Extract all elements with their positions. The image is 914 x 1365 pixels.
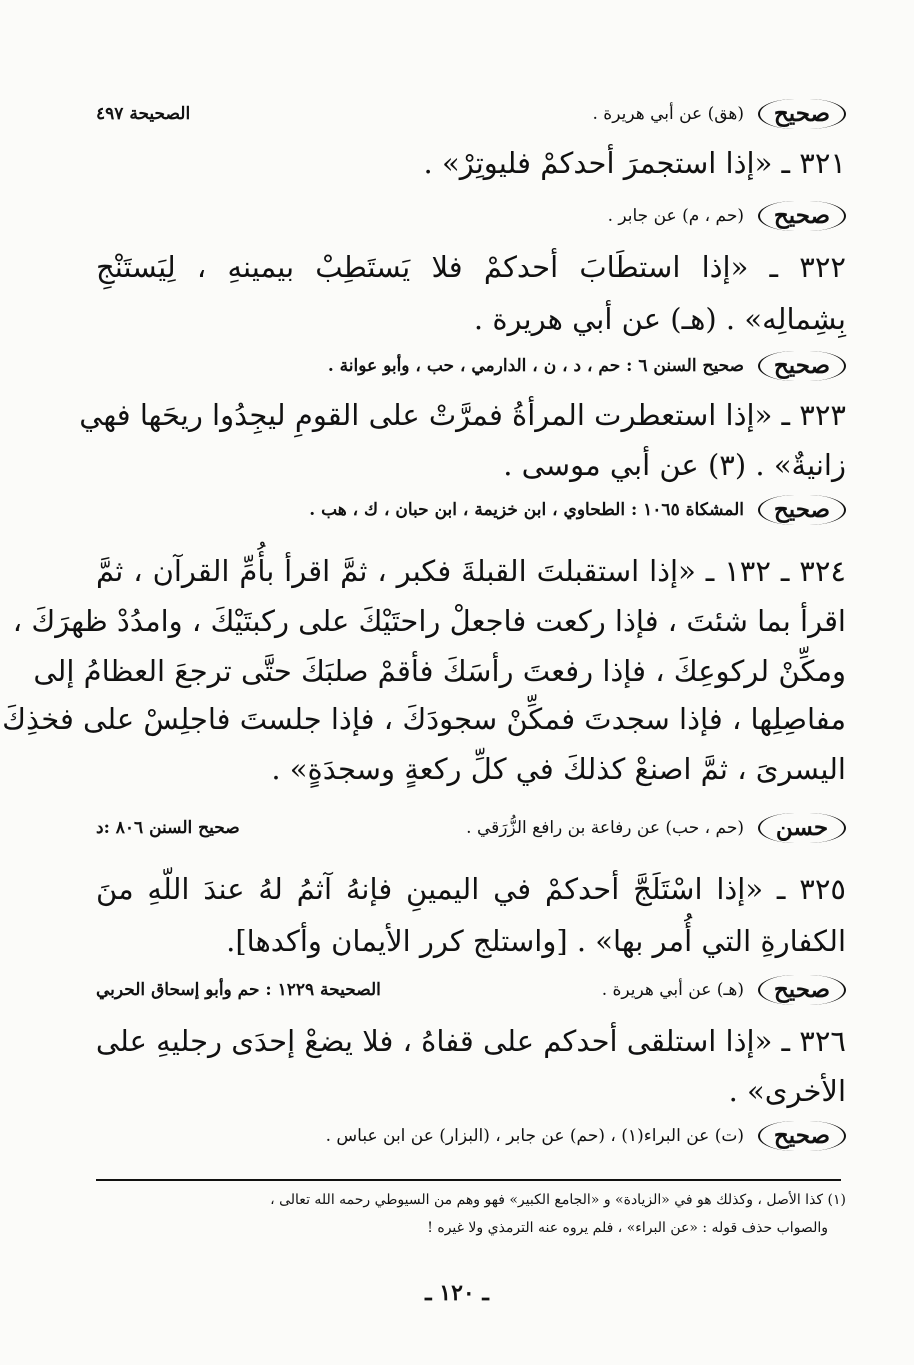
grade-badge: صحيح <box>758 201 846 231</box>
grade-badge: صحيح <box>758 351 846 381</box>
grade-line <box>96 1116 846 1156</box>
grade-line <box>96 970 846 1010</box>
grade-badge: صحيح <box>758 975 846 1005</box>
hadith-line: بِشِمالِه» . (هـ) عن أبي هريرة . <box>473 302 846 336</box>
grade-badge: صحيح <box>758 1121 846 1151</box>
footnote-line: والصواب حذف قوله : «عن البراء» ، فلم يروه عنه الترمذي ولا غيره ! <box>427 1220 828 1236</box>
page-number: ـ ١٢٠ ـ <box>425 1280 489 1306</box>
grade-badge: حسن <box>758 813 846 843</box>
source-text: صحيح السنن ٦ : حم ، د ، ن ، الدارمي ، حب ، وأبو عوانة . <box>327 356 744 376</box>
source-text: (حم ، حب) عن رفاعة بن رافع الزُّرَقي . <box>466 818 744 838</box>
source-text: (هـ) عن أبي هريرة . <box>601 980 744 1000</box>
hadith-line: اليسرىَ ، ثمَّ اصنعْ كذلكَ في كلِّ ركعةٍ وسجدَةٍ» . <box>271 752 846 786</box>
grade-line <box>96 346 846 386</box>
hadith-line: ٣٢٤ ـ ١٣٢ ـ «إذا استقبلتَ القبلةَ فكبر ، ثمَّ اقرأ بأُمِّ القرآن ، ثمَّ <box>96 554 847 588</box>
grade-line <box>96 808 846 848</box>
hadith-line: زانيةٌ» . (٣) عن أبي موسى . <box>503 448 846 482</box>
page-header <box>96 94 846 134</box>
source-text: (ت) عن البراء(١) ، (حم) عن جابر ، (البزار) عن ابن عباس . <box>325 1126 744 1146</box>
hadith-line: ٣٢٢ ـ «إذا استطَابَ أحدكمْ فلا يَستَطِبْ بيمينهِ ، لِيَستَنْجِ <box>96 250 846 284</box>
hadith-line: الكفارةِ التي أُمر بها» . [واستلج كرر الأيمان وأكدها]. <box>226 924 846 958</box>
reference-text: صحيح السنن ٨٠٦ :د <box>96 818 240 838</box>
reference-text: الصحيحة ١٢٢٩ : حم وأبو إسحاق الحربي <box>96 980 381 1000</box>
reference-text: الصحيحة ٤٩٧ <box>96 104 191 124</box>
source-text: (حم ، م) عن جابر . <box>607 206 744 226</box>
hadith-line: ٣٢٥ ـ «إذا اسْتَلَجَّ أحدكمْ في اليمينِ فإنهُ آثمُ لهُ عندَ اللّهِ منَ <box>96 872 846 906</box>
grade-badge: صحيح <box>758 495 846 525</box>
footnote-divider <box>96 1179 841 1181</box>
hadith-line: مفاصِلِها ، فإذا سجدتَ فمكِّنْ سجودَكَ ، فإذا جلستَ فاجلِسْ على فخذِكَ <box>2 702 846 736</box>
hadith-line: ٣٢١ ـ «إذا استجمرَ أحدكمْ فليوتِرْ» . <box>423 146 846 180</box>
source-text: المشكاة ١٠٦٥ : الطحاوي ، ابن خزيمة ، ابن حبان ، ك ، هب . <box>309 500 744 520</box>
source-text: (هق) عن أبي هريرة . <box>592 104 744 124</box>
hadith-line: ٣٢٦ ـ «إذا استلقى أحدكم على قفاهُ ، فلا يضعْ إحدَى رجليهِ على <box>95 1024 846 1058</box>
hadith-line: ٣٢٣ ـ «إذا استعطرت المرأةُ فمرَّتْ على القومِ ليجِدُوا ريحَها فهي <box>79 398 846 432</box>
grade-line <box>96 196 846 236</box>
hadith-line: اقرأ بما شئتَ ، فإذا ركعت فاجعلْ راحتَيْكَ على ركبتَيْكَ ، وامدُدْ ظهرَكَ ، <box>12 604 846 638</box>
grade-line <box>96 490 846 530</box>
hadith-line: الأخرى» . <box>728 1074 846 1108</box>
footnote-line: (١) كذا الأصل ، وكذلك هو في «الزيادة» و «الجامع الكبير» فهو وهم من السيوطي رحمه الله تعالى ، <box>270 1192 846 1208</box>
grade-badge: صحيح <box>758 99 846 129</box>
hadith-line: ومكِّنْ لركوعِكَ ، فإذا رفعتَ رأسَكَ فأقمْ صلبَكَ حتَّى ترجعَ العظامُ إلى <box>33 654 846 688</box>
